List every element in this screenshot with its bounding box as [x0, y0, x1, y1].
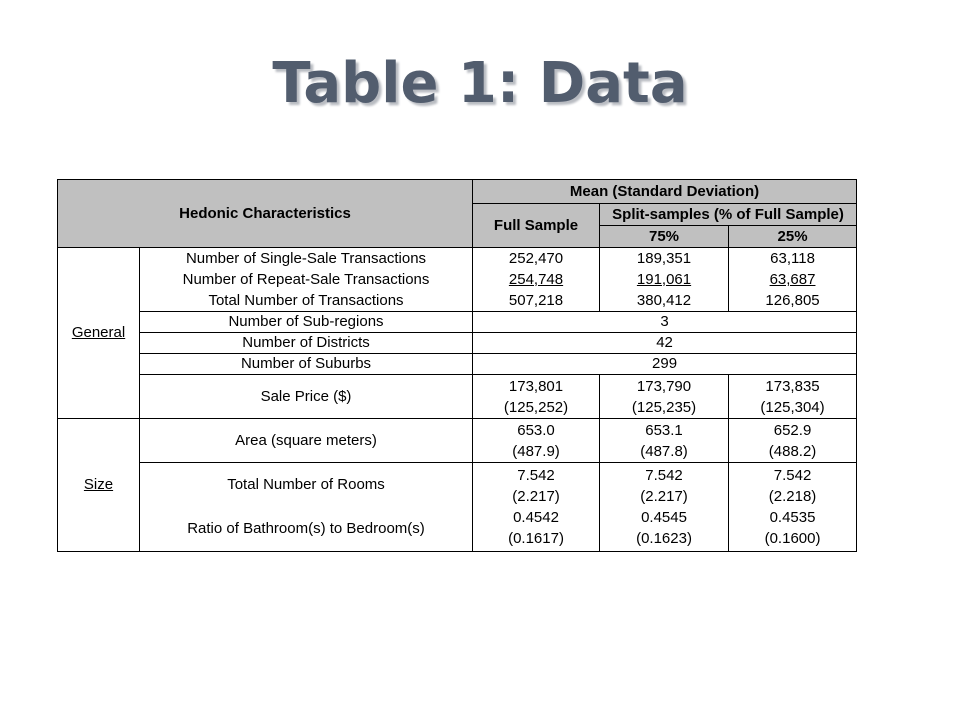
value-cell: 189,351 [636, 250, 692, 267]
value-suburbs: 299 [473, 354, 857, 375]
row-transactions [58, 248, 857, 312]
header-split-samples: Split-samples (% of Full Sample) [600, 204, 857, 226]
label-sale-price: Sale Price ($) [140, 375, 473, 419]
transactions-full [473, 248, 600, 312]
value-districts: 42 [473, 333, 857, 354]
sd-cell: (2.217) [640, 488, 688, 505]
value-cell: 63,118 [770, 250, 815, 267]
sd-cell: (2.218) [768, 488, 817, 505]
row-area [58, 419, 857, 463]
value-subregions: 3 [473, 312, 857, 333]
sd-cell: (125,304) [760, 398, 825, 416]
header-mean-sd: Mean (Standard Deviation) [473, 180, 857, 204]
sd-cell: (125,235) [631, 398, 697, 416]
value-cell: 63,687 [769, 271, 816, 288]
row-subregions [58, 312, 857, 333]
slide-title: Table 1: Data [272, 51, 688, 116]
value-cell: 7.542 [773, 467, 812, 484]
value-cell: 652.9 [773, 421, 812, 439]
area-75 [600, 419, 729, 463]
label-repeat-sale: Number of Repeat-Sale Transactions [182, 271, 430, 288]
value-cell: 126,805 [765, 292, 820, 309]
header-25-percent: 25% [729, 226, 857, 248]
label-single-sale: Number of Single-Sale Transactions [185, 250, 427, 267]
label-area: Area (square meters) [140, 419, 473, 463]
header-75-percent: 75% [600, 226, 729, 248]
label-subregions: Number of Sub-regions [140, 312, 473, 333]
sd-cell: (0.1600) [764, 530, 821, 547]
label-suburbs: Number of Suburbs [140, 354, 473, 375]
value-cell: 380,412 [636, 292, 692, 309]
label-districts: Number of Districts [140, 333, 473, 354]
value-cell: 653.1 [645, 421, 683, 439]
sd-cell: (0.1623) [636, 530, 692, 547]
value-cell: 7.542 [517, 467, 555, 484]
row-rooms-ratio [58, 463, 857, 552]
area-full [473, 419, 600, 463]
rooms-ratio-75 [600, 463, 729, 552]
sale-price-full [473, 375, 600, 419]
header-row-1 [58, 180, 857, 204]
row-sale-price [58, 375, 857, 419]
value-cell: 0.4535 [769, 509, 816, 526]
transactions-25 [729, 248, 857, 312]
label-rooms: Total Number of Rooms [227, 476, 385, 493]
value-cell: 191,061 [636, 271, 692, 288]
value-cell: 254,748 [508, 271, 564, 288]
transactions-75 [600, 248, 729, 312]
value-cell: 252,470 [508, 250, 564, 267]
rooms-ratio-25 [729, 463, 857, 552]
value-cell: 507,218 [508, 292, 564, 309]
sd-cell: (125,252) [503, 398, 569, 416]
sale-price-75 [600, 375, 729, 419]
label-bath-bed: Ratio of Bathroom(s) to Bedroom(s) [187, 520, 425, 537]
group-size: Size [58, 419, 140, 552]
label-total-transactions: Total Number of Transactions [208, 292, 404, 309]
value-cell: 7.542 [645, 467, 683, 484]
row-suburbs [58, 354, 857, 375]
transactions-labels [140, 248, 473, 312]
value-cell: 0.4545 [641, 509, 687, 526]
sd-cell: (487.9) [512, 442, 560, 460]
rooms-ratio-labels [140, 463, 473, 552]
group-general: General [58, 248, 140, 419]
header-hedonic: Hedonic Characteristics [58, 180, 473, 248]
rooms-ratio-full [473, 463, 600, 552]
value-cell: 173,835 [765, 377, 820, 395]
area-25 [729, 419, 857, 463]
value-cell: 173,790 [636, 377, 692, 395]
data-table [57, 179, 857, 552]
sd-cell: (2.217) [512, 488, 560, 505]
value-cell: 173,801 [508, 377, 564, 395]
value-cell: 0.4542 [513, 509, 559, 526]
sd-cell: (0.1617) [508, 530, 564, 547]
row-districts [58, 333, 857, 354]
sd-cell: (488.2) [768, 442, 817, 460]
sd-cell: (487.8) [640, 442, 688, 460]
header-full-sample: Full Sample [473, 204, 600, 248]
sale-price-25 [729, 375, 857, 419]
value-cell: 653.0 [517, 421, 555, 439]
